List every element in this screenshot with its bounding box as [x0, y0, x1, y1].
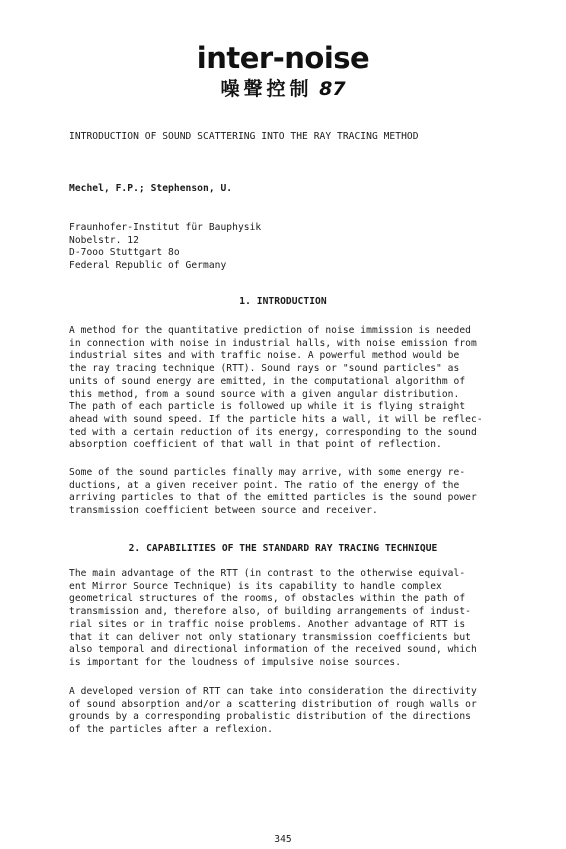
- paragraph: [69, 325, 509, 452]
- text-line: units of sound energy are emitted, in the computational algorithm of: [69, 375, 466, 387]
- address-line: Nobelstr. 12: [69, 234, 139, 246]
- paragraph: [69, 467, 509, 518]
- address-line: Fraunhofer-Institut für Bauphysik: [69, 222, 262, 233]
- text-line: Some of the sound particles finally may arrive, with some energy re-: [69, 467, 466, 478]
- text-line: transmission and, therefore also, of building arrangements of indust-: [69, 606, 471, 618]
- paper-title: INTRODUCTION OF SOUND SCATTERING INTO THE RAY TRACING METHOD: [69, 131, 419, 142]
- text-line: A method for the quantitative prediction of noise immission is needed: [69, 325, 471, 336]
- section-heading-introduction: 1. INTRODUCTION: [239, 296, 327, 307]
- text-line: ahead with sound speed. If the particle hits a wall, it will be reflec-: [69, 413, 483, 425]
- text-line: absorption coefficient of that wall in that point of reflection.: [69, 439, 442, 451]
- conference-subtitle-cjk: 噪聲控制: [220, 78, 313, 100]
- text-line: that it can deliver not only stationary transmission coefficients but: [69, 631, 471, 643]
- author-address: [69, 222, 509, 273]
- address-line: D-7ooo Stuttgart 8o: [69, 247, 180, 259]
- page-number: 345: [274, 834, 292, 845]
- text-line: industrial sites and with traffic noise. A powerful method would be: [69, 350, 460, 362]
- conference-year: 87: [319, 78, 346, 100]
- text-line: The path of each particle is followed up while it is flying straight: [69, 401, 466, 413]
- section-heading-capabilities: 2. CAPABILITIES OF THE STANDARD RAY TRACING TECHNIQUE: [128, 543, 438, 554]
- text-line: ent Mirror Source Technique) is its capability to handle complex: [69, 580, 442, 592]
- text-line: is important for the loudness of impulsive noise sources.: [69, 656, 402, 668]
- paragraph: [69, 686, 509, 737]
- text-line: in connection with noise in industrial halls, with noise emission from: [69, 337, 477, 349]
- text-line: grounds by a corresponding probalistic distribution of the directions: [69, 711, 471, 723]
- text-line: A developed version of RTT can take into consideration the directivity: [69, 686, 477, 697]
- text-line: arriving particles to that of the emitted particles is the sound power: [69, 492, 477, 504]
- text-line: of the particles after a reflexion.: [69, 724, 273, 736]
- text-line: transmission coefficient between source and receiver.: [69, 505, 378, 517]
- paragraph: [69, 568, 509, 670]
- text-line: rial sites or in traffic noise problems. Another advantage of RTT is: [69, 618, 466, 630]
- paper-authors: Mechel, F.P.; Stephenson, U.: [69, 183, 233, 194]
- conference-subtitle: [0, 77, 566, 101]
- text-line: also temporal and directional information of the received sound, which: [69, 644, 477, 656]
- address-line: Federal Republic of Germany: [69, 260, 227, 272]
- text-line: of sound absorption and/or a scattering distribution of rough walls or: [69, 698, 477, 710]
- text-line: ted with a certain reduction of its energy, corresponding to the sound: [69, 426, 477, 438]
- text-line: the ray tracing technique (RTT). Sound rays or "sound particles" as: [69, 363, 460, 375]
- text-line: geometrical structures of the rooms, of obstacles within the path of: [69, 593, 466, 605]
- text-line: this method, from a sound source with a given angular distribution.: [69, 388, 460, 400]
- text-line: ductions, at a given receiver point. The ratio of the energy of the: [69, 479, 460, 491]
- text-line: The main advantage of the RTT (in contrast to the otherwise equival-: [69, 568, 466, 579]
- conference-logo: inter-noise: [196, 41, 370, 75]
